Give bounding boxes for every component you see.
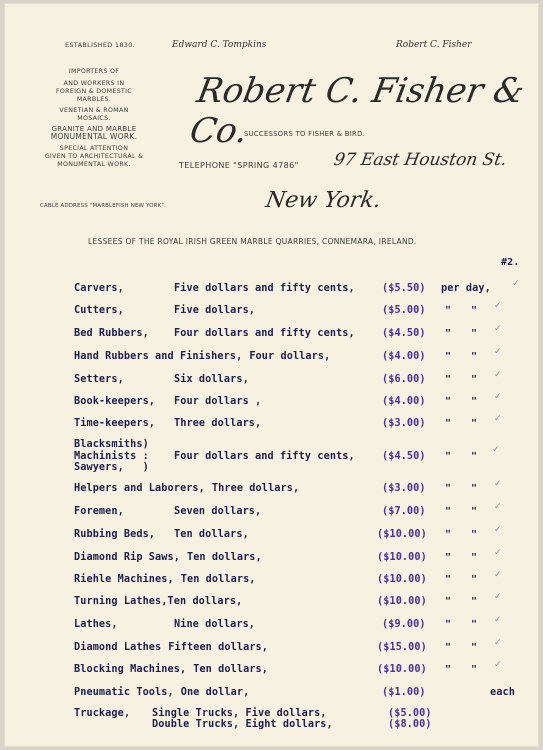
check-mark: ✓ <box>494 570 502 580</box>
check-mark: ✓ <box>494 615 502 625</box>
ditto-mark: " <box>471 664 478 675</box>
rate-text: Seven dollars, <box>174 506 262 517</box>
check-mark: ✓ <box>494 502 502 512</box>
city-script: New York. <box>263 188 384 213</box>
check-mark: ✓ <box>494 347 502 357</box>
trade-label: Rubbing Beds, <box>74 529 156 540</box>
lessees-line: LESSEES OF THE ROYAL IRISH GREEN MARBLE QUARRIES, CONNEMARA, IRELAND. <box>88 237 417 246</box>
ditto-mark: " <box>471 574 478 585</box>
rate-amount: ($3.00) <box>382 418 426 429</box>
ditto-mark: " <box>471 619 478 630</box>
ditto-mark: " <box>445 305 452 316</box>
established-line: ESTABLISHED 1830. <box>64 41 136 49</box>
ditto-mark: " <box>445 619 452 630</box>
trade-label: Diamond Rip Saws, <box>74 552 180 563</box>
company-name-script: Robert C. Fisher & Co. <box>186 71 528 151</box>
trade-label: Lathes, <box>74 619 118 630</box>
ditto-mark: " <box>445 451 452 462</box>
rate-text: Five dollars and fifty cents, <box>174 283 355 294</box>
ditto-mark: " <box>471 596 478 607</box>
rate-amount: ($9.00) <box>382 619 426 630</box>
ditto-mark: " <box>445 351 452 362</box>
rate-amount: ($10.00) <box>377 596 427 607</box>
rate-amount: ($10.00) <box>377 552 427 563</box>
ditto-mark: " <box>445 483 452 494</box>
ditto-mark: " <box>445 642 452 653</box>
ditto-mark: " <box>471 483 478 494</box>
rate-text: Ten dollars, <box>174 529 249 540</box>
ditto-mark: " <box>445 374 452 385</box>
ditto-mark: " <box>471 418 478 429</box>
unit-text: each <box>490 687 515 698</box>
rate-amount: ($4.00) <box>382 351 426 362</box>
partner-right-signature: Robert C. Fisher <box>396 40 472 50</box>
check-mark: ✓ <box>494 525 502 535</box>
check-mark: ✓ <box>494 301 502 311</box>
ditto-mark: " <box>471 328 478 339</box>
trade-label: Carvers, <box>74 283 124 294</box>
rate-text: Single Trucks, Five dollars, <box>152 708 327 719</box>
rate-amount: ($4.50) <box>382 451 426 462</box>
ditto-mark: " <box>445 664 452 675</box>
rate-text: Four dollars and fifty cents, <box>174 328 355 339</box>
rate-amount: ($8.00) <box>388 719 432 730</box>
check-mark: ✓ <box>494 414 502 424</box>
rate-text: Four dollars, <box>249 351 331 362</box>
trade-label: Foremen, <box>74 506 124 517</box>
trade-label: Bed Rubbers, <box>74 328 149 339</box>
rate-amount: ($7.00) <box>382 506 426 517</box>
unit-text: per day, <box>441 283 491 294</box>
check-mark: ✓ <box>512 279 520 289</box>
ditto-mark: " <box>445 574 452 585</box>
ditto-mark: " <box>471 351 478 362</box>
ditto-mark: " <box>471 396 478 407</box>
rate-text: Five dollars, <box>174 305 256 316</box>
check-mark: ✓ <box>494 548 502 558</box>
trade-label: Diamond Lathes <box>74 642 162 653</box>
page-number: #2. <box>501 257 520 268</box>
rate-text: Ten dollars, <box>167 596 243 607</box>
check-mark: ✓ <box>494 660 502 670</box>
rate-text: Three dollars, <box>211 483 300 494</box>
ditto-mark: " <box>471 451 478 462</box>
address-script: 97 East Houston St. <box>332 150 509 170</box>
rate-amount: ($15.00) <box>377 642 427 653</box>
rate-text: Four dollars and fifty cents, <box>174 451 355 462</box>
trade-label: Riehle Machines, <box>74 574 174 585</box>
rate-amount: ($1.00) <box>382 687 426 698</box>
rate-text: Three dollars, <box>174 418 262 429</box>
ditto-mark: " <box>445 596 452 607</box>
rate-text: Ten dollars, <box>193 664 269 675</box>
ditto-mark: " <box>471 529 478 540</box>
telephone-line: TELEPHONE "SPRING 4786" <box>179 161 299 170</box>
rate-text: Fifteen dollars, <box>168 642 269 653</box>
trade-label: Pneumatic Tools, <box>74 687 174 698</box>
rate-text: Four dollars , <box>174 396 262 407</box>
rate-amount: ($5.00) <box>382 305 426 316</box>
ditto-mark: " <box>471 552 478 563</box>
ditto-mark: " <box>445 529 452 540</box>
ditto-mark: " <box>445 506 452 517</box>
check-mark: ✓ <box>494 592 502 602</box>
check-mark: ✓ <box>494 324 502 334</box>
check-mark: ✓ <box>492 445 500 455</box>
trade-label: Cutters, <box>74 305 124 316</box>
trade-label: Truckage, <box>74 708 131 719</box>
ditto-mark: " <box>445 418 452 429</box>
ditto-mark: " <box>445 396 452 407</box>
partner-left-signature: Edward C. Tompkins <box>172 40 267 50</box>
cable-address: CABLE ADDRESS "MARBLEFISH NEW YORK". <box>40 203 166 209</box>
ditto-mark: " <box>445 552 452 563</box>
trade-label: Time-keepers, <box>74 418 156 429</box>
rate-text: Ten dollars, <box>186 552 262 563</box>
ditto-mark: " <box>471 305 478 316</box>
rate-amount: ($10.00) <box>377 529 427 540</box>
trade-label: Sawyers, ) <box>74 462 149 473</box>
left-services-block: IMPORTERS OF AND WORKERS IN FOREIGN & DOMESTIC MARBLES. VENETIAN & ROMAN MOSAICS. GRANITE AND MARBLE MONUMENTAL WORK. SPECIAL ATTENTION GIVEN TO ARCHITECTURAL & MONUMENTAL WORK. <box>44 68 144 168</box>
ditto-mark: " <box>445 328 452 339</box>
ditto-mark: " <box>471 506 478 517</box>
trade-label: Book-keepers, <box>74 396 156 407</box>
rate-amount: ($5.50) <box>382 283 426 294</box>
trade-label: Hand Rubbers and Finishers, <box>74 351 243 362</box>
trade-label: Helpers and Laborers, <box>74 483 205 494</box>
trade-label: Turning Lathes, <box>74 596 168 607</box>
rate-amount: ($4.50) <box>382 328 426 339</box>
letter-page <box>4 3 539 747</box>
check-mark: ✓ <box>494 479 502 489</box>
trade-label: Machinists : <box>74 450 149 462</box>
rate-text: Ten dollars, <box>180 574 256 585</box>
rate-amount: ($10.00) <box>377 664 427 675</box>
check-mark: ✓ <box>494 638 502 648</box>
rate-text: Double Trucks, Eight dollars, <box>152 719 333 730</box>
successors-line: SUCCESSORS TO FISHER & BIRD. <box>244 130 366 138</box>
ditto-mark: " <box>471 374 478 385</box>
ditto-mark: " <box>471 642 478 653</box>
rate-amount: ($4.00) <box>382 396 426 407</box>
trade-label: Blacksmiths) <box>74 439 149 450</box>
rate-amount: ($3.00) <box>382 483 426 494</box>
check-mark: ✓ <box>494 392 502 402</box>
trade-label: Blocking Machines, <box>74 664 187 675</box>
rate-amount: ($6.00) <box>382 374 426 385</box>
rate-amount: ($10.00) <box>377 574 427 585</box>
trade-label: Setters, <box>74 374 124 385</box>
check-mark: ✓ <box>494 370 502 380</box>
rate-amount: ($5.00) <box>388 708 432 719</box>
rate-text: Six dollars, <box>174 374 249 385</box>
rate-text: Nine dollars, <box>174 619 256 630</box>
rate-text: One dollar, <box>180 687 250 698</box>
